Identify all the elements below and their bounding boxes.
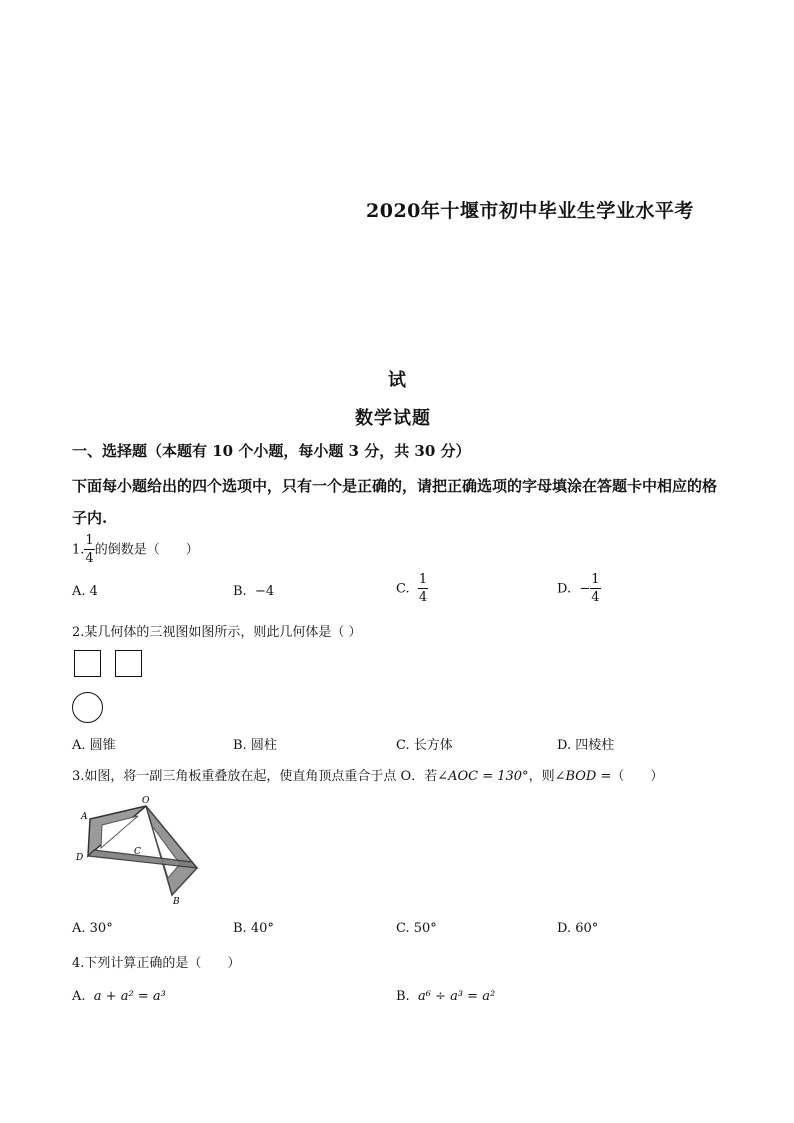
question-4: 4.下列计算正确的是（ ）	[72, 956, 241, 971]
label-c: C	[134, 847, 141, 857]
label-a: A	[81, 812, 88, 822]
question-1	[72, 534, 199, 566]
q3-option-b: B. 40°	[233, 921, 274, 936]
question-2: 2.某几何体的三视图如图所示，则此几何体是（ ）	[72, 625, 362, 640]
q2-option-a: A. 圆锥	[72, 738, 116, 753]
q1-option-d: D. − $\frac{1}{4}$	[557, 572, 600, 605]
q3-option-c: C. 50°	[396, 921, 437, 936]
q3-option-a: A. 30°	[72, 921, 113, 936]
question-1-text: 的倒数是（ ）	[94, 542, 199, 558]
exam-subtitle: 数学试题	[355, 408, 431, 429]
label-d: D	[76, 853, 84, 863]
exam-title: 2020年十堰市初中毕业生学业水平考	[366, 200, 694, 222]
question-1-fraction: $\frac{1}{4}$	[85, 533, 94, 566]
exam-title-continuation: 试	[388, 370, 406, 391]
side-view-square	[115, 650, 142, 677]
section-instruction: 下面每小题给出的四个选项中，只有一个是正确的，请把正确选项的字母填涂在答题卡中相应的格子内.	[72, 477, 718, 527]
q1-option-c: C. $\frac{1}{4}$	[396, 572, 428, 605]
section-heading: 一、选择题（本题有 10 个小题，每小题 3 分，共 30 分）	[72, 442, 471, 460]
q4-option-a: A. a + a² = a³	[72, 989, 166, 1004]
triangle-rulers-figure	[70, 792, 202, 904]
question-3: 3.如图，将一副三角板重叠放在起，使直角顶点重合于点 O．若∠AOC = 130°，则∠BOD =（ ）	[72, 769, 664, 784]
top-view-circle	[72, 692, 103, 723]
q1-option-a: A. 4	[72, 584, 98, 599]
q1-option-c-fraction: $\frac{1}{4}$	[418, 572, 428, 605]
question-1-number: 1.	[72, 542, 85, 558]
q4-option-b: B. a⁶ ÷ a³ = a²	[396, 989, 496, 1004]
q1-option-d-fraction: $\frac{1}{4}$	[591, 572, 600, 605]
triangle-ruler-2	[146, 806, 197, 895]
q3-option-d: D. 60°	[557, 921, 599, 936]
front-view-square	[74, 650, 101, 677]
label-b: B	[173, 897, 180, 904]
label-o: O	[142, 796, 150, 806]
q2-option-b: B. 圆柱	[233, 738, 277, 753]
q1-option-b: B. −4	[233, 584, 275, 599]
q2-option-d: D. 四棱柱	[557, 738, 615, 753]
q2-option-c: C. 长方体	[396, 738, 453, 753]
